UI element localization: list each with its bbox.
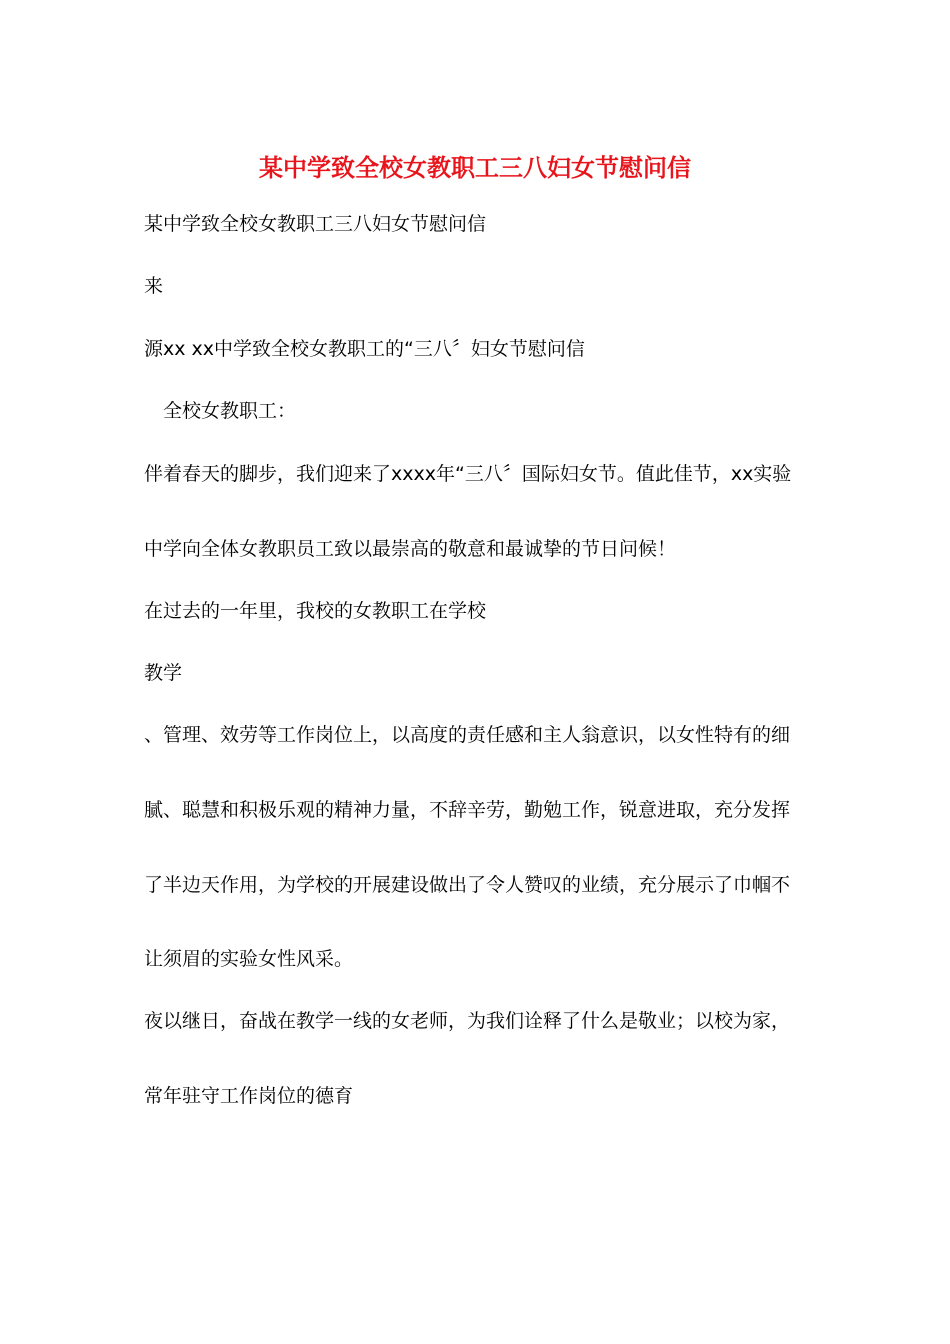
body-line-paragraph-2f: 让须眉的实验女性风采。 (144, 948, 354, 970)
body-line-source-label: 来 (144, 275, 164, 297)
body-line-paragraph-1a: 伴着春天的脚步，我们迎来了xxxx年“三八〞国际妇女节。值此佳节，xx实验 (144, 463, 792, 485)
body-line-salutation: 全校女教职工： (163, 400, 297, 422)
body-line-paragraph-2a: 在过去的一年里，我校的女教职工在学校 (144, 600, 487, 622)
document-title: 某中学致全校女教职工三八妇女节慰问信 (259, 153, 691, 182)
body-line-paragraph-2d: 腻、聪慧和积极乐观的精神力量，不辞辛劳，勤勉工作，锐意进取，充分发挥 (144, 799, 791, 821)
body-line-source: 源xx xx中学致全校女教职工的“三八〞妇女节慰问信 (144, 338, 585, 360)
body-line-paragraph-3b: 常年驻守工作岗位的德育 (144, 1085, 354, 1107)
body-line-paragraph-3a: 夜以继日，奋战在教学一线的女老师，为我们诠释了什么是敬业；以校为家， (144, 1010, 791, 1032)
body-line-paragraph-2b: 教学 (144, 662, 183, 684)
body-line-paragraph-2e: 了半边天作用，为学校的开展建设做出了令人赞叹的业绩，充分展示了巾帼不 (144, 874, 791, 896)
body-line-paragraph-1b: 中学向全体女教职员工致以最崇高的敬意和最诚挚的节日问候！ (144, 538, 677, 560)
body-line-heading-repeat: 某中学致全校女教职工三八妇女节慰问信 (144, 213, 487, 235)
body-line-paragraph-2c: 、管理、效劳等工作岗位上，以高度的责任感和主人翁意识，以女性特有的细 (144, 724, 791, 746)
